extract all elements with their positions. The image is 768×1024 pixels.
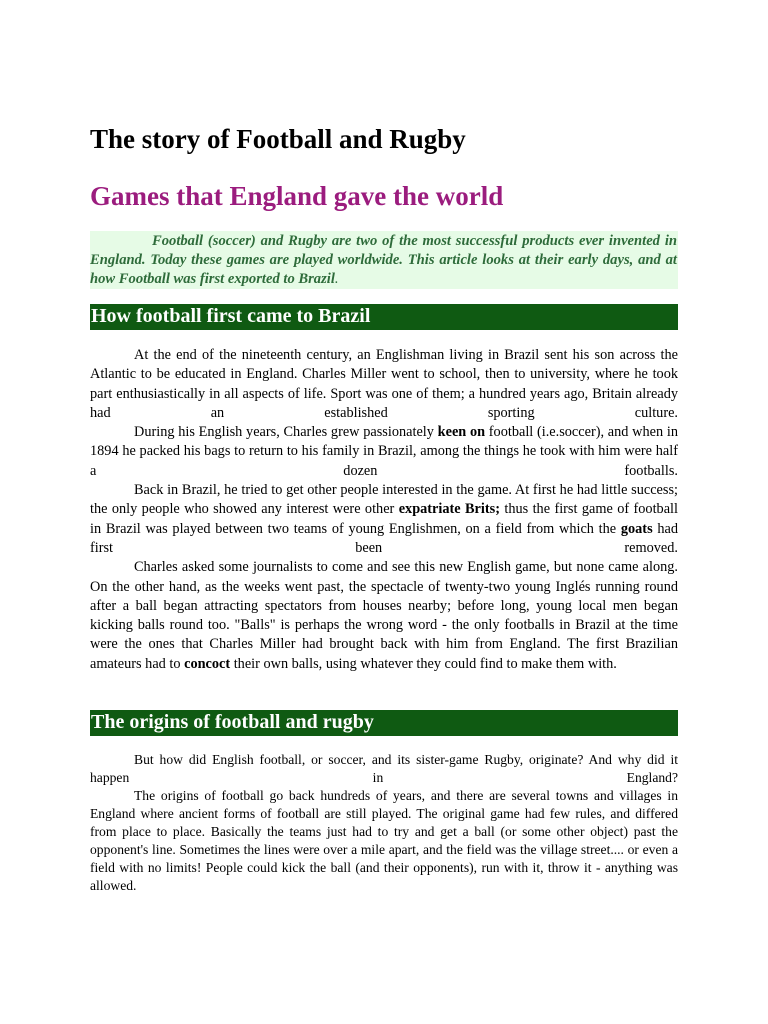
page-subtitle: Games that England gave the world: [90, 181, 504, 211]
intro-text: Football (soccer) and Rugby are two of the most successful products ever invented in England. Today these games are played worldwide. This article looks at their early days, and at how Football was first exported to Brazil: [90, 233, 677, 287]
intro-box: [90, 231, 678, 289]
intro-paragraph: [90, 231, 678, 289]
section-heading-brazil: How football first came to Brazil: [91, 305, 371, 327]
paragraph: At the end of the nineteenth century, an Englishman living in Brazil sent his son across the Atlantic to be educated in England. Charles Miller went to school, then to university, where he took part enthusiastically in all aspects of life. Sport was one of them; a hundred years ago, Britain already had an established sporting culture.: [90, 347, 678, 421]
bold-term: keen on: [437, 424, 486, 441]
section-brazil-body: [90, 346, 678, 674]
section-origins-body: [90, 751, 678, 895]
paragraph: Back in Brazil, he tried to get other people interested in the game. At first he had little success; the only people who showed any interest were other expatriate Brits; thus the first game of football in Brazil was played between two teams of young Englishmen, on a field from which the goats had first been removed.: [90, 482, 678, 556]
paragraph: The origins of football go back hundreds of years, and there are several towns and villages in England where ancient forms of football are still played. The original game had few rules, and differed from place to place. Basically the teams just had to try and get a ball (or some other object) past the opponent's line. Sometimes the lines were over a mile apart, and the field was the village street.... or even a field with no limits! People could kick the ball (and their opponents), run with it, throw it - anything was allowed.: [90, 788, 678, 893]
section-heading-origins: The origins of football and rugby: [91, 711, 374, 733]
paragraph: But how did English football, or soccer, and its sister-game Rugby, originate? And why did it happen in England?: [90, 752, 678, 785]
bold-term: goats: [620, 520, 653, 537]
paragraph: During his English years, Charles grew passionately keen on football (i.e.soccer), and when in 1894 he packed his bags to return to his family in Brazil, among the things he took with him were half a dozen footballs.: [90, 424, 678, 479]
page-title: The story of Football and Rugby: [90, 124, 466, 154]
section-heading-bar-1: [90, 304, 678, 330]
bold-term: expatriate Brits;: [398, 501, 500, 518]
intro-end: .: [334, 271, 339, 287]
paragraph: Charles asked some journalists to come and see this new English game, but none came along. On the other hand, as the weeks went past, the spectacle of twenty-two young Inglés running round after a ball began attracting spectators from houses nearby; before long, young local men began kicking balls round too. "Balls" is perhaps the wrong word - the only footballs in Brazil at the time were the ones that Charles Miller had brought back with him from England. The first Brazilian amateurs had to concoct their own balls, using whatever they could find to make them with.: [90, 559, 678, 672]
section-heading-bar-2: [90, 710, 678, 736]
bold-term: concoct: [184, 655, 231, 672]
